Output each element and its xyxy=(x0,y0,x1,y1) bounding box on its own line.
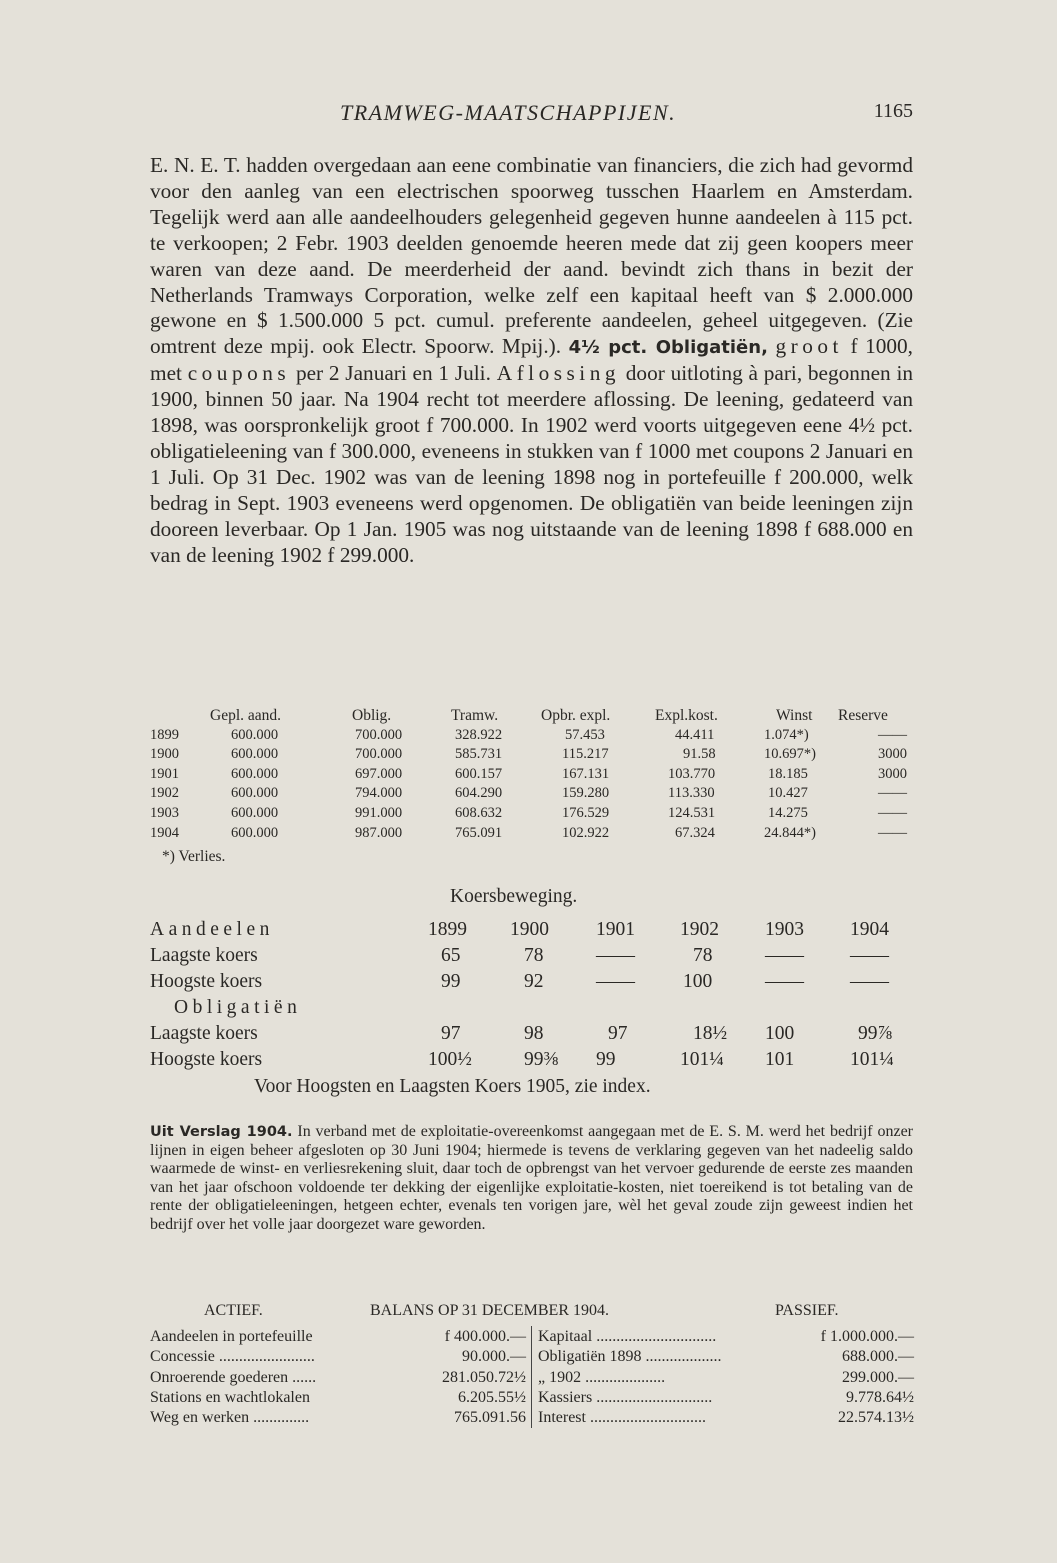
koers-value: 101¼ xyxy=(680,1049,724,1070)
row-label: Hoogste koers xyxy=(150,971,263,992)
table-cell: 91.58 xyxy=(683,746,716,763)
table-cell: 18.185 xyxy=(768,765,808,782)
spaced-coupons: coupons xyxy=(187,361,291,386)
year: 1900 xyxy=(510,919,549,940)
col-header: Opbr. expl. xyxy=(541,707,611,724)
table-row xyxy=(150,785,920,805)
koers-index-note: Voor Hoogsten en Laagsten Koers 1905, zie index. xyxy=(254,1076,651,1097)
liability-value: 22.574.13½ xyxy=(838,1409,914,1427)
running-title: TRAMWEG-MAATSCHAPPIJEN. xyxy=(340,100,677,125)
table-cell: 103.770 xyxy=(668,765,716,782)
spaced-groot: groot xyxy=(775,334,843,359)
table-cell: 115.217 xyxy=(562,746,609,763)
koers-value: 78 xyxy=(524,945,544,966)
table-footnote: *) Verlies. xyxy=(162,848,226,865)
table-cell: 697.000 xyxy=(355,765,403,782)
koers-value: 101¼ xyxy=(850,1049,894,1070)
aand-laagste-row xyxy=(150,945,920,969)
asset-label: Aandeelen in portefeuille xyxy=(150,1328,313,1345)
obligatien-heading: 4½ pct. Obligatiën, xyxy=(568,337,768,359)
table-cell: 159.280 xyxy=(562,785,610,802)
verslag-paragraph xyxy=(150,1123,913,1235)
liability-label: Interest ............................. xyxy=(538,1409,706,1427)
table-cell: 44.411 xyxy=(675,726,715,743)
col-header: Reserve xyxy=(838,707,888,724)
table-cell: 1899 xyxy=(150,726,179,743)
liability-label: Obligatiën 1898 ................... xyxy=(538,1348,722,1366)
year: 1904 xyxy=(850,919,889,940)
table-cell: —— xyxy=(878,785,907,802)
body-text-1: E. N. E. T. hadden overgedaan aan eene combinatie van financiers, die zich had gevormd voor den aanleg van een electrischen spoorweg tusschen Haarlem en Amsterdam. Tegelijk werd aan alle aandeelhouders gelegenheid gegeven hunne aandeelen à 115 pct. te verkoopen; 2 Febr. 1903 deelden genoemde heeren mede dat zij geen koopers meer waren van deze aand. De meerderheid der aand. bevindt zich thans in bezit der Netherlands Tramways Corporation, welke zelf een kapitaal heeft van $ 2.000.000 gewone en $ 1.500.000 5 pct. cumul. preferente aandeelen, geheel uitgegeven. (Zie omtrent deze mpij. ook Electr. Spoorw. Mpij.). xyxy=(150,153,913,359)
koers-value: 99⅞ xyxy=(858,1023,893,1044)
obl-laagste-row xyxy=(150,1023,920,1047)
year: 1901 xyxy=(596,919,635,940)
table-cell: 600.000 xyxy=(231,726,279,743)
spaced-aflossing: Aflossing xyxy=(496,361,621,386)
table-cell: 176.529 xyxy=(562,804,610,821)
liability-value: f 1.000.000.— xyxy=(820,1328,914,1345)
passief-title: PASSIEF. xyxy=(775,1302,839,1319)
obligatien-label-row xyxy=(150,997,920,1021)
koers-value: 98 xyxy=(524,1023,544,1044)
balance-row xyxy=(150,1328,920,1348)
koers-value: 100 xyxy=(765,1023,795,1044)
table-cell: 600.000 xyxy=(231,765,279,782)
liability-label: „ 1902 .................... xyxy=(538,1368,666,1386)
table-cell: 600.157 xyxy=(455,765,503,782)
page-header xyxy=(150,100,913,132)
actief-title: ACTIEF. xyxy=(204,1302,263,1319)
table-cell: 328.922 xyxy=(455,726,503,743)
balance-title: BALANS OP 31 DECEMBER 1904. xyxy=(370,1302,609,1319)
col-header: Expl.kost. xyxy=(655,707,718,724)
koers-value: —— xyxy=(596,945,635,966)
table-cell: 765.091 xyxy=(455,824,503,841)
row-label: Laagste koers xyxy=(150,945,258,966)
row-label: Hoogste koers xyxy=(150,1049,263,1070)
table-cell: 124.531 xyxy=(668,804,716,821)
table-cell: 991.000 xyxy=(355,804,403,821)
koers-value: 92 xyxy=(524,971,544,992)
year: 1902 xyxy=(680,919,719,940)
verslag-text: In verband met de exploitatie-overeenkomst aangegaan met de E. S. M. werd het bedrijf onzer lijnen in eigen beheer afgesloten op 30 Juni 1904; hiermede is tevens de verklaring gegeven van het nadeelig saldo waarmede de winst- en verliesrekening sluit, daar toch de opbrengst van het vervoer gedurende de eerste zes maanden van het jaar ofschoon voldoende ter dekking der eigenlijke exploitatie-kosten, niet toereikend is tot betaling van de rente der obligatieleeningen, hetgeen echter, evenals ten vorigen jare, wèl het geval zoude zijn geweest indien het bedrijf over het volle jaar doorgezet ware geworden. xyxy=(150,1123,913,1233)
table-cell: 24.844*) xyxy=(764,824,816,841)
financial-table-header xyxy=(150,707,920,727)
col-header: Winst xyxy=(776,707,813,724)
liability-label: Kassiers ............................. xyxy=(538,1388,713,1406)
table-row xyxy=(150,727,920,747)
table-row xyxy=(150,825,920,845)
obligatien-label: Obligatiën xyxy=(174,997,302,1018)
table-cell: 3000 xyxy=(878,746,907,763)
koers-value: 99 xyxy=(596,1049,616,1070)
row-label: Laagste koers xyxy=(150,1023,258,1044)
liability-value: 9.778.64½ xyxy=(846,1388,914,1406)
col-header: Tramw. xyxy=(451,707,499,724)
year: 1903 xyxy=(765,919,804,940)
balance-row xyxy=(150,1348,920,1368)
asset-label: Weg en werken .............. xyxy=(150,1409,310,1427)
table-cell: —— xyxy=(878,726,907,743)
table-cell: 1903 xyxy=(150,804,179,821)
koers-value: 97 xyxy=(608,1023,628,1044)
koers-value: 65 xyxy=(441,945,461,966)
koers-value: 78 xyxy=(693,945,713,966)
koers-value: —— xyxy=(765,971,804,992)
table-cell: 1901 xyxy=(150,765,179,782)
aand-hoogste-row xyxy=(150,971,920,995)
koers-value: —— xyxy=(596,971,635,992)
koers-value: 100 xyxy=(683,971,713,992)
table-cell: 600.000 xyxy=(231,785,279,802)
asset-value: 281.050.72½ xyxy=(442,1368,526,1386)
koers-value: 100½ xyxy=(428,1049,472,1070)
financial-table xyxy=(150,707,920,844)
col-header: Gepl. aand. xyxy=(210,707,282,724)
obl-hoogste-row xyxy=(150,1049,920,1073)
table-cell: 167.131 xyxy=(562,765,610,782)
table-cell: 3000 xyxy=(878,765,907,782)
table-row xyxy=(150,766,920,786)
table-cell: 700.000 xyxy=(355,726,403,743)
table-cell: 1900 xyxy=(150,746,179,763)
year: 1899 xyxy=(428,919,467,940)
balance-row xyxy=(150,1389,920,1409)
table-cell: 14.275 xyxy=(768,804,808,821)
table-cell: 10.427 xyxy=(768,785,808,802)
table-cell: 600.000 xyxy=(231,804,279,821)
table-cell: 604.290 xyxy=(455,785,503,802)
koers-years-row xyxy=(150,919,920,943)
body-text-3: per 2 Januari en 1 Juli. xyxy=(295,361,491,386)
table-row xyxy=(150,805,920,825)
table-cell: 794.000 xyxy=(355,785,403,802)
asset-label: Concessie ........................ xyxy=(150,1348,315,1366)
table-cell: 102.922 xyxy=(562,824,610,841)
koers-value: 18½ xyxy=(693,1023,728,1044)
asset-value: 6.205.55½ xyxy=(458,1388,526,1406)
liability-value: 688.000.— xyxy=(842,1348,914,1366)
body-paragraph xyxy=(150,153,913,569)
balance-row xyxy=(150,1369,920,1389)
table-cell: 608.632 xyxy=(455,804,503,821)
koers-value: —— xyxy=(765,945,804,966)
balance-header xyxy=(150,1302,920,1324)
table-cell: —— xyxy=(878,824,907,841)
body-text-4: door uitloting à pari, begonnen in 1900, binnen 50 jaar. Na 1904 recht tot meerdere aflossing. De leening, gedateerd van 1898, was oorspronkelijk groot f 700.000. In 1902 werd voorts uitgegeven eene 4½ pct. obligatieleening van f 300.000, eveneens in stukken van f 1000 met coupons 2 Januari en 1 Juli. Op 31 Dec. 1902 was van de leening 1898 nog in portefeuille f 200.000, welk bedrag in Sept. 1903 eveneens werd opgenomen. De obligatiën van beide leeningen zijn dooreen leverbaar. Op 1 Jan. 1905 was nog uitstaande van de leening 1898 f 688.000 en van de leening 1902 f 299.000. xyxy=(150,361,914,567)
balance-row xyxy=(150,1409,920,1429)
aandeelen-label: Aandeelen xyxy=(150,919,274,940)
table-cell: 1.074*) xyxy=(764,726,809,743)
asset-value: 90.000.— xyxy=(462,1348,526,1366)
table-cell: 585.731 xyxy=(455,746,503,763)
verslag-heading: Uit Verslag 1904. xyxy=(150,1124,293,1140)
koers-value: 99⅜ xyxy=(524,1049,559,1070)
koers-value: —— xyxy=(850,945,889,966)
koers-value: 101 xyxy=(765,1049,795,1070)
page-number: 1165 xyxy=(873,100,913,122)
table-row xyxy=(150,746,920,766)
col-header: Oblig. xyxy=(352,707,392,724)
table-cell: 600.000 xyxy=(231,746,279,763)
table-cell: 700.000 xyxy=(355,746,403,763)
table-cell: 1902 xyxy=(150,785,179,802)
asset-label: Stations en wachtlokalen xyxy=(150,1388,310,1406)
koers-value: 97 xyxy=(441,1023,461,1044)
liability-value: 299.000.— xyxy=(842,1368,914,1386)
koers-value: 99 xyxy=(441,971,461,992)
table-cell: 113.330 xyxy=(668,785,715,802)
table-cell: 10.697*) xyxy=(764,746,816,763)
table-cell: 987.000 xyxy=(355,824,403,841)
table-cell: 57.453 xyxy=(565,726,605,743)
koers-value: —— xyxy=(850,971,889,992)
koers-title: Koersbeweging. xyxy=(450,886,578,907)
liability-label: Kapitaal .............................. xyxy=(538,1328,717,1345)
asset-value: 765.091.56 xyxy=(454,1409,526,1427)
asset-value: f 400.000.— xyxy=(444,1328,526,1345)
asset-label: Onroerende goederen ...... xyxy=(150,1368,317,1386)
table-cell: 1904 xyxy=(150,824,179,841)
body-text-2: f 1000, met xyxy=(150,334,913,386)
table-cell: 600.000 xyxy=(231,824,279,841)
table-cell: 67.324 xyxy=(675,824,715,841)
table-cell: —— xyxy=(878,804,907,821)
